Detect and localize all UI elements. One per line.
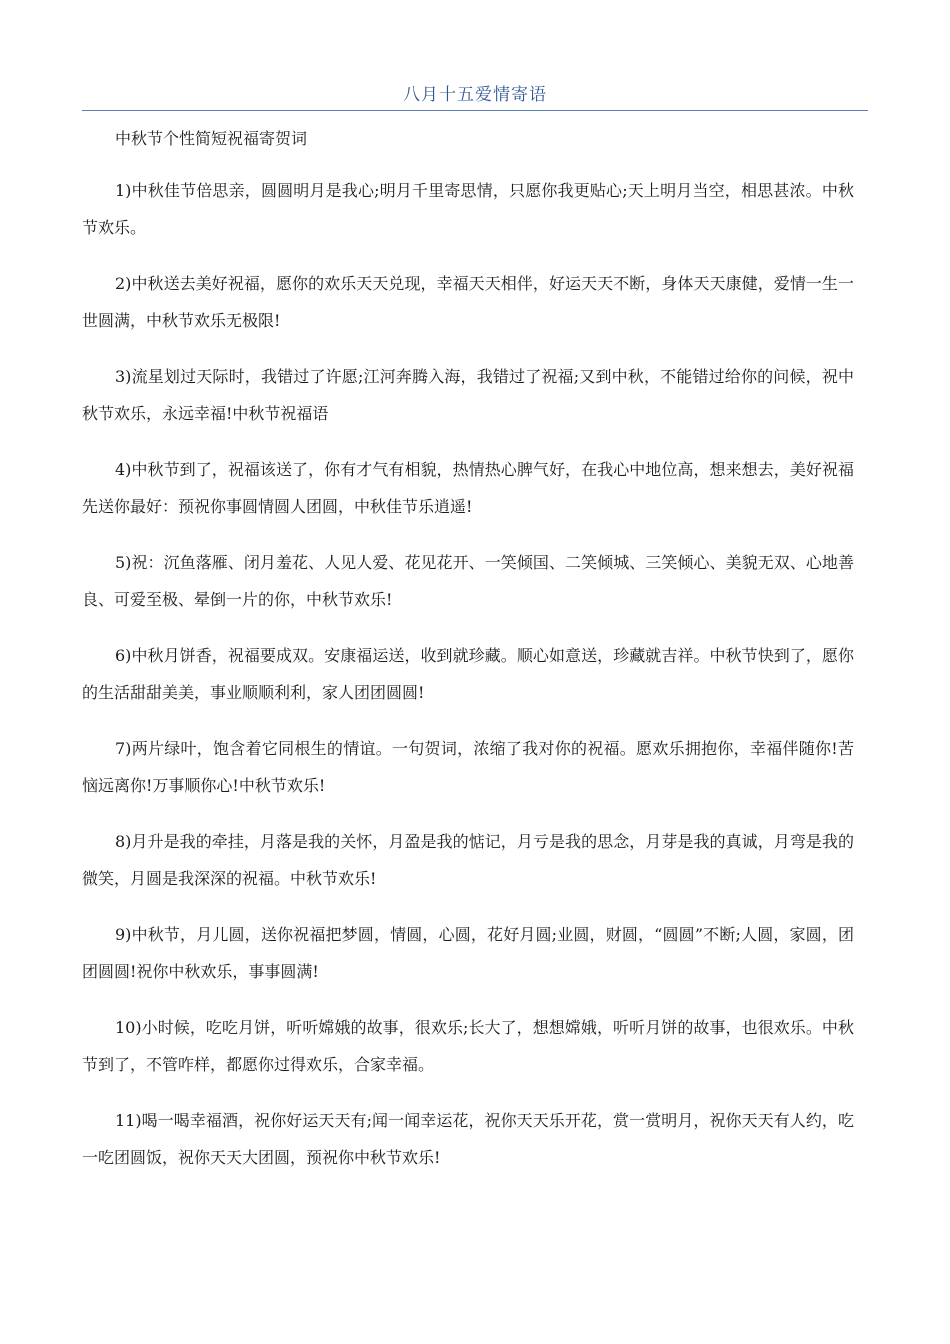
- paragraph-8: 8)月升是我的牵挂，月落是我的关怀，月盈是我的惦记，月亏是我的思念，月芽是我的真诚，月弯是我的微笑，月圆是我深深的祝福。中秋节欢乐!: [82, 832, 854, 888]
- document-subtitle: 中秋节个性简短祝福寄贺词: [115, 129, 308, 148]
- header-title: 八月十五爱情寄语: [403, 85, 547, 105]
- document-body: [82, 124, 854, 1195]
- paragraph-5: 5)祝：沉鱼落雁、闭月羞花、人见人爱、花见花开、一笑倾国、二笑倾城、三笑倾心、美貌无双、心地善良、可爱至极、晕倒一片的你，中秋节欢乐!: [82, 553, 854, 609]
- paragraph-10: 10)小时候，吃吃月饼，听听嫦娥的故事，很欢乐;长大了，想想嫦娥，听听月饼的故事，也很欢乐。中秋节到了，不管咋样，都愿你过得欢乐，合家幸福。: [82, 1018, 854, 1074]
- paragraph-9: 9)中秋节，月儿圆，送你祝福把梦圆，情圆，心圆，花好月圆;业圆，财圆，“圆圆”不断;人圆，家圆，团团圆圆!祝你中秋欢乐，事事圆满!: [82, 925, 854, 981]
- paragraph-3: 3)流星划过天际时，我错过了许愿;江河奔腾入海，我错过了祝福;又到中秋，不能错过给你的问候，祝中秋节欢乐，永远幸福!中秋节祝福语: [82, 367, 854, 423]
- page-header: [82, 82, 868, 111]
- paragraph-4: 4)中秋节到了，祝福该送了，你有才气有相貌，热情热心脾气好，在我心中地位高，想来想去，美好祝福先送你最好：预祝你事圆情圆人团圆，中秋佳节乐逍遥!: [82, 460, 854, 516]
- paragraph-2: 2)中秋送去美好祝福，愿你的欢乐天天兑现，幸福天天相伴，好运天天不断，身体天天康健，爱情一生一世圆满，中秋节欢乐无极限!: [82, 274, 854, 330]
- paragraph-1: 1)中秋佳节倍思亲，圆圆明月是我心;明月千里寄思情，只愿你我更贴心;天上明月当空，相思甚浓。中秋节欢乐。: [82, 181, 854, 237]
- paragraph-11: 11)喝一喝幸福酒，祝你好运天天有;闻一闻幸运花，祝你天天乐开花，赏一赏明月，祝你天天有人约，吃一吃团圆饭，祝你天天大团圆，预祝你中秋节欢乐!: [82, 1111, 854, 1167]
- paragraph-6: 6)中秋月饼香，祝福要成双。安康福运送，收到就珍藏。顺心如意送，珍藏就吉祥。中秋节快到了，愿你的生活甜甜美美，事业顺顺利利，家人团团圆圆!: [82, 646, 854, 702]
- paragraph-7: 7)两片绿叶，饱含着它同根生的情谊。一句贺词，浓缩了我对你的祝福。愿欢乐拥抱你，幸福伴随你!苦恼远离你!万事顺你心!中秋节欢乐!: [82, 739, 854, 795]
